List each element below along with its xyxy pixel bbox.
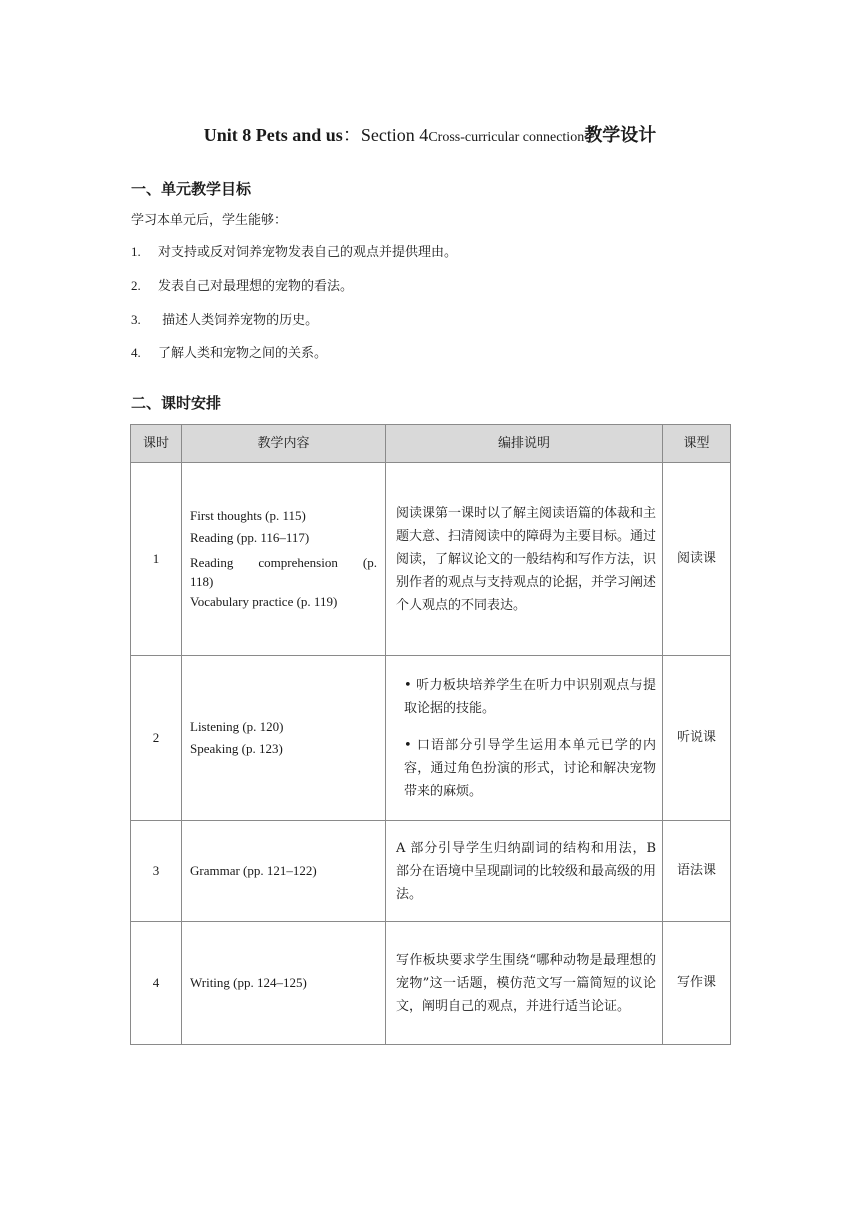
lesson-type: 阅读课 [663, 463, 731, 656]
section-heading-schedule: 二、课时安排 [131, 394, 222, 412]
table-row [131, 463, 731, 656]
content-line: First thoughts (p. 115) [190, 508, 306, 523]
content-line: Grammar (pp. 121–122) [190, 863, 317, 878]
notes-paragraph: 阅读课第一课时以了解主阅读语篇的体裁和主题大意、扫清阅读中的障碍为主要目标。通过阅读，了解议论文的一般结构和写作方法，识别作者的观点与支持观点的论据，并学习阐述个人观点的不同表达。 [396, 505, 657, 613]
objective-text: 描述人类饲养宠物的历史。 [158, 313, 319, 328]
notes-paragraph: 写作板块要求学生围绕“哪种动物是最理想的宠物”这一话题，模仿范文写一篇简短的议论文，阐明自己的观点，并进行适当论证。 [396, 952, 656, 1014]
objective-number: 1. [131, 244, 141, 259]
objective-number: 2. [131, 278, 141, 293]
objective-number: 4. [131, 345, 141, 360]
content-line [190, 553, 377, 573]
objective-text: 对支持或反对饲养宠物发表自己的观点并提供理由。 [158, 245, 458, 260]
objective-item [131, 243, 457, 262]
objective-item [131, 344, 327, 363]
table-header-row [131, 425, 731, 463]
objectives-intro: 学习本单元后，学生能够： [131, 213, 288, 228]
title-unit: Unit 8 Pets and us [203, 125, 343, 145]
content-line: Speaking (p. 123) [190, 741, 283, 756]
content-word: (p. [362, 555, 377, 570]
table-row [131, 656, 731, 821]
objective-number: 3. [131, 312, 141, 327]
lesson-notes [386, 656, 663, 821]
header-lesson: 课时 [131, 425, 182, 463]
lesson-number: 4 [131, 922, 182, 1045]
title-separator: ： [342, 125, 361, 146]
lesson-number: 3 [131, 821, 182, 922]
lesson-notes [386, 463, 663, 656]
header-content: 教学内容 [182, 425, 386, 463]
objective-item [131, 277, 353, 296]
content-line: Reading (pp. 116–117) [190, 530, 310, 545]
title-section: Section 4 [360, 125, 429, 145]
lesson-type: 听说课 [663, 656, 731, 821]
table-row [131, 821, 731, 922]
lesson-content [182, 656, 386, 821]
header-notes: 编排说明 [386, 425, 663, 463]
title-suffix: 教学设计 [584, 125, 657, 146]
objective-item [131, 311, 318, 330]
objective-text: 了解人类和宠物之间的关系。 [158, 346, 328, 361]
header-type: 课型 [663, 425, 731, 463]
lesson-notes [386, 922, 663, 1045]
content-word: comprehension [258, 555, 338, 570]
schedule-table [130, 424, 731, 1045]
lesson-number: 2 [131, 656, 182, 821]
lesson-content [182, 922, 386, 1045]
lesson-content [182, 821, 386, 922]
lesson-type: 写作课 [663, 922, 731, 1045]
lesson-type: 语法课 [663, 821, 731, 922]
title-subtitle: Cross-curricular connection [428, 130, 585, 145]
lesson-notes [386, 821, 663, 922]
objective-text: 发表自己对最理想的宠物的看法。 [158, 279, 354, 294]
table-row [131, 922, 731, 1045]
lesson-number: 1 [131, 463, 182, 656]
content-line: Vocabulary practice (p. 119) [190, 594, 338, 609]
content-line: Writing (pp. 124–125) [190, 975, 307, 990]
document-title [0, 122, 860, 151]
notes-paragraph: • 听力板块培养学生在听力中识别观点与提取论据的技能。 [404, 677, 656, 716]
notes-paragraph: A 部分引导学生归纳副词的结构和用法，B 部分在语境中呈现副词的比较级和最高级的用法。 [396, 840, 657, 902]
notes-paragraph: • 口语部分引导学生运用本单元已学的内容，通过角色扮演的形式，讨论和解决宠物带来的麻烦。 [404, 737, 656, 799]
content-line: Listening (p. 120) [190, 719, 284, 734]
section-heading-objectives: 一、单元教学目标 [131, 180, 252, 198]
content-line: 118) [190, 574, 214, 589]
lesson-content [182, 463, 386, 656]
content-word: Reading [190, 555, 234, 570]
